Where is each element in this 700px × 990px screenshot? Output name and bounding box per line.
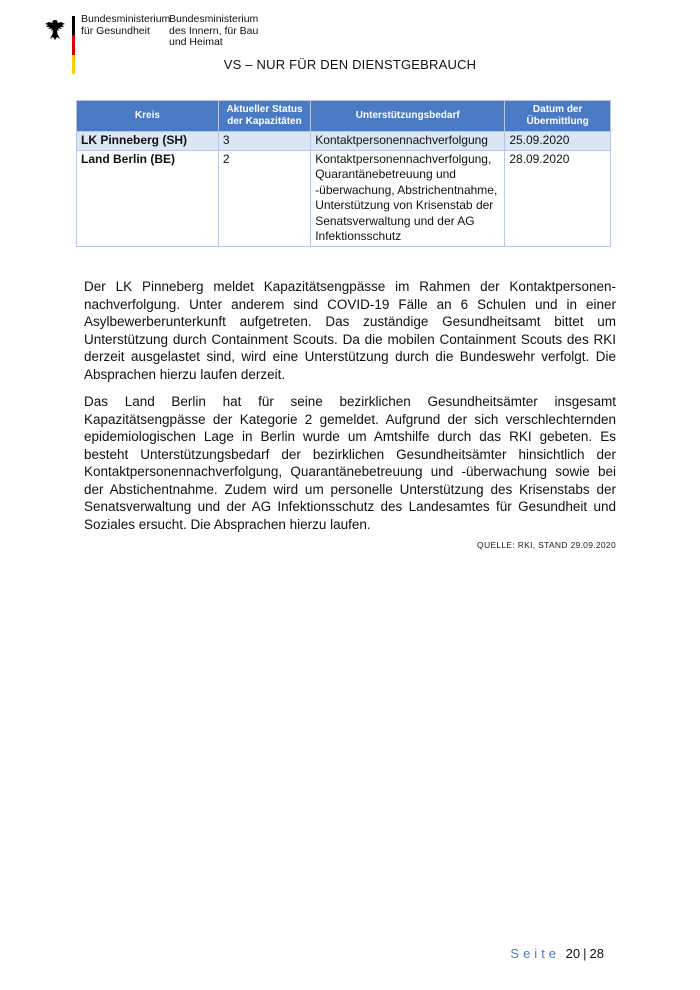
cell-bedarf: Kontaktpersonennachverfolgung [311, 132, 505, 151]
column-header-datum: Datum der Übermittlung [505, 101, 611, 132]
flag-black-stripe [72, 16, 75, 35]
column-header-status: Aktueller Status der Kapazitäten [218, 101, 310, 132]
column-header-kreis: Kreis [77, 101, 219, 132]
flag-red-stripe [72, 35, 75, 54]
table-row [77, 150, 611, 246]
flag-gold-stripe [72, 55, 75, 74]
paragraph-berlin: Das Land Berlin hat für seine bezirklichen Gesundheitsämter insgesamt Kapazitätsengpässe der Kategorie 2 gemeldet. Aufgrund der sich verschlechternden epidemiologischen Lage in Berlin wurde um Amtshilfe durch das RKI gebeten. Es besteht Unterstützungsbedarf der bezirklichen Gesundheitsämter hinsichtlich der Kontaktpersonennachverfolgung, Quarantänebetreuung und -überwachung sowie bei der Abstichentnahme. Zudem wird um personelle Unterstützung des Krisenstabs der Senatsverwaltung und der AG Infektionsschutz des Landesamtes für Gesundheit und Soziales ersucht. Die Absprachen hierzu laufen. [84, 394, 616, 532]
ministry-health-name: Bundesministerium für Gesundheit [81, 13, 171, 37]
cell-status: 2 [218, 150, 310, 246]
table-row [77, 132, 611, 151]
source-note: QUELLE: RKI, STAND 29.09.2020 [477, 540, 616, 550]
ministry-interior-name: Bundesministerium des Innern, für Bau und Heimat [169, 13, 259, 48]
federal-eagle-icon [44, 18, 66, 42]
table-header-row [77, 101, 611, 132]
page-label: Seite [510, 946, 561, 961]
cell-bedarf: Kontaktpersonennachverfolgung, Quarantänebetreuung und -überwachung, Abstrichentnahme, Unterstützung von Krisenstab der Senatsverwaltung und der AG Infektionsschutz [311, 150, 505, 246]
cell-datum: 25.09.2020 [505, 132, 611, 151]
page-separator: | [583, 946, 587, 961]
paragraph-pinneberg: Der LK Pinneberg meldet Kapazitätsengpässe im Rahmen der Kontaktpersonen-nachverfolgung. Unter anderem sind COVID-19 Fälle an 6 Schulen und in einer Asylbewerberunterkunft aufgetreten. Das zuständige Gesundheitsamt bittet um Unterstützung durch Containment Scouts. Da die mobilen Containment Scouts des RKI derzeit ausgelastet sind, wird eine Unterstützung durch die Bundeswehr verfolgt. Die Absprachen hierzu laufen derzeit. [84, 279, 616, 382]
german-flag-bar [72, 16, 75, 74]
capacity-table [76, 100, 611, 247]
column-header-bedarf: Unterstützungsbedarf [311, 101, 505, 132]
cell-kreis: Land Berlin (BE) [77, 150, 219, 246]
classification-label: VS – NUR FÜR DEN DIENSTGEBRAUCH [223, 57, 477, 72]
cell-datum: 28.09.2020 [505, 150, 611, 246]
cell-kreis: LK Pinneberg (SH) [77, 132, 219, 151]
cell-status: 3 [218, 132, 310, 151]
page-number [510, 946, 604, 961]
current-page: 20 [565, 946, 581, 961]
total-pages: 28 [589, 946, 604, 961]
